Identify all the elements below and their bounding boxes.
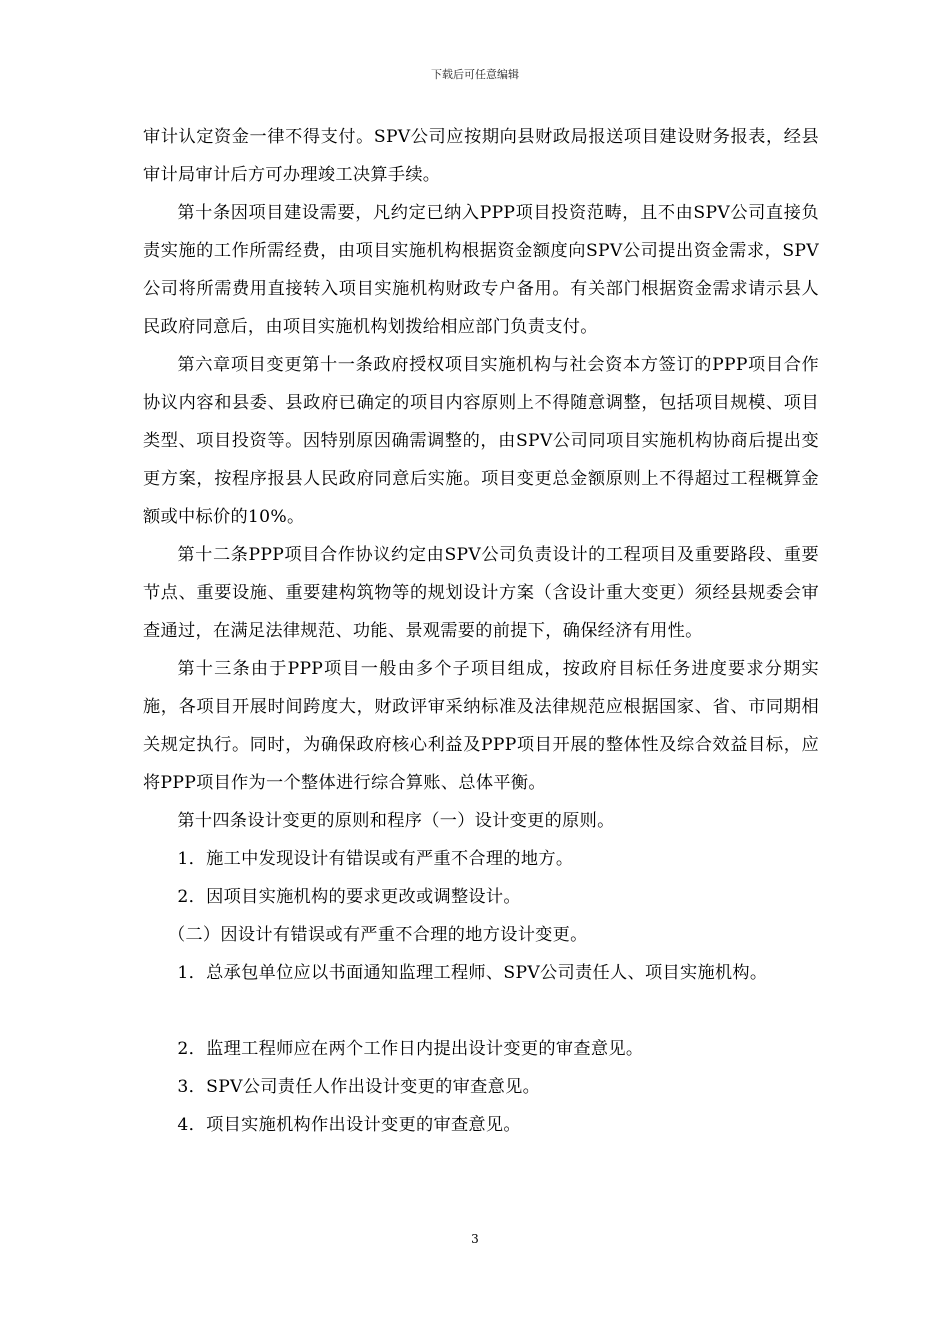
paragraph: 第六章项目变更第十一条政府授权项目实施机构与社会资本方签订的PPP项目合作协议内容和县委、县政府已确定的项目内容原则上不得随意调整，包括项目规模、项目类型、项目投资等。因特别原因确需调整的，由SPV公司同项目实施机构协商后提出变更方案，按程序报县人民政府同意后实施。项目变更总金额原则上不得超过工程概算金额或中标价的10%。 <box>143 355 819 527</box>
paragraph: 审计认定资金一律不得支付。SPV公司应按期向县财政局报送项目建设财务报表，经县审计局审计后方可办理竣工决算手续。 <box>143 127 819 185</box>
blank-line <box>143 992 819 1030</box>
paragraph: 第十二条PPP项目合作协议约定由SPV公司负责设计的工程项目及重要路段、重要节点、重要设施、重要建构筑物等的规划设计方案（含设计重大变更）须经县规委会审查通过，在满足法律规范、功能、景观需要的前提下，确保经济有用性。 <box>143 545 819 641</box>
list-item: 2．监理工程师应在两个工作日内提出设计变更的审查意见。 <box>177 1039 644 1059</box>
list-item: 4．项目实施机构作出设计变更的审查意见。 <box>177 1115 521 1135</box>
paragraph: 第十三条由于PPP项目一般由多个子项目组成，按政府目标任务进度要求分期实施，各项目开展时间跨度大，财政评审采纳标准及法律规范应根据国家、省、市同期相关规定执行。同时，为确保政府核心利益及PPP项目开展的整体性及综合效益目标，应将PPP项目作为一个整体进行综合算账、总体平衡。 <box>143 659 819 793</box>
paragraph: 第十四条设计变更的原则和程序（一）设计变更的原则。 <box>177 811 615 831</box>
list-item: 2．因项目实施机构的要求更改或调整设计。 <box>177 887 521 907</box>
page-number: 3 <box>471 1232 479 1246</box>
list-item: 1．施工中发现设计有错误或有严重不合理的地方。 <box>177 849 574 869</box>
list-item: 1．总承包单位应以书面通知监理工程师、SPV公司责任人、项目实施机构。 <box>177 963 768 983</box>
document-body <box>143 118 819 1144</box>
paragraph: 第十条因项目建设需要，凡约定已纳入PPP项目投资范畴，且不由SPV公司直接负责实施的工作所需经费，由项目实施机构根据资金额度向SPV公司提出资金需求，SPV公司将所需费用直接转入项目实施机构财政专户备用。有关部门根据资金需求请示县人民政府同意后，由项目实施机构划拨给相应部门负责支付。 <box>143 203 819 337</box>
page-header: 下载后可任意编辑 <box>431 68 519 81</box>
list-item: 3．SPV公司责任人作出设计变更的审查意见。 <box>177 1077 541 1097</box>
section-heading: （二）因设计有错误或有严重不合理的地方设计变更。 <box>167 925 588 945</box>
